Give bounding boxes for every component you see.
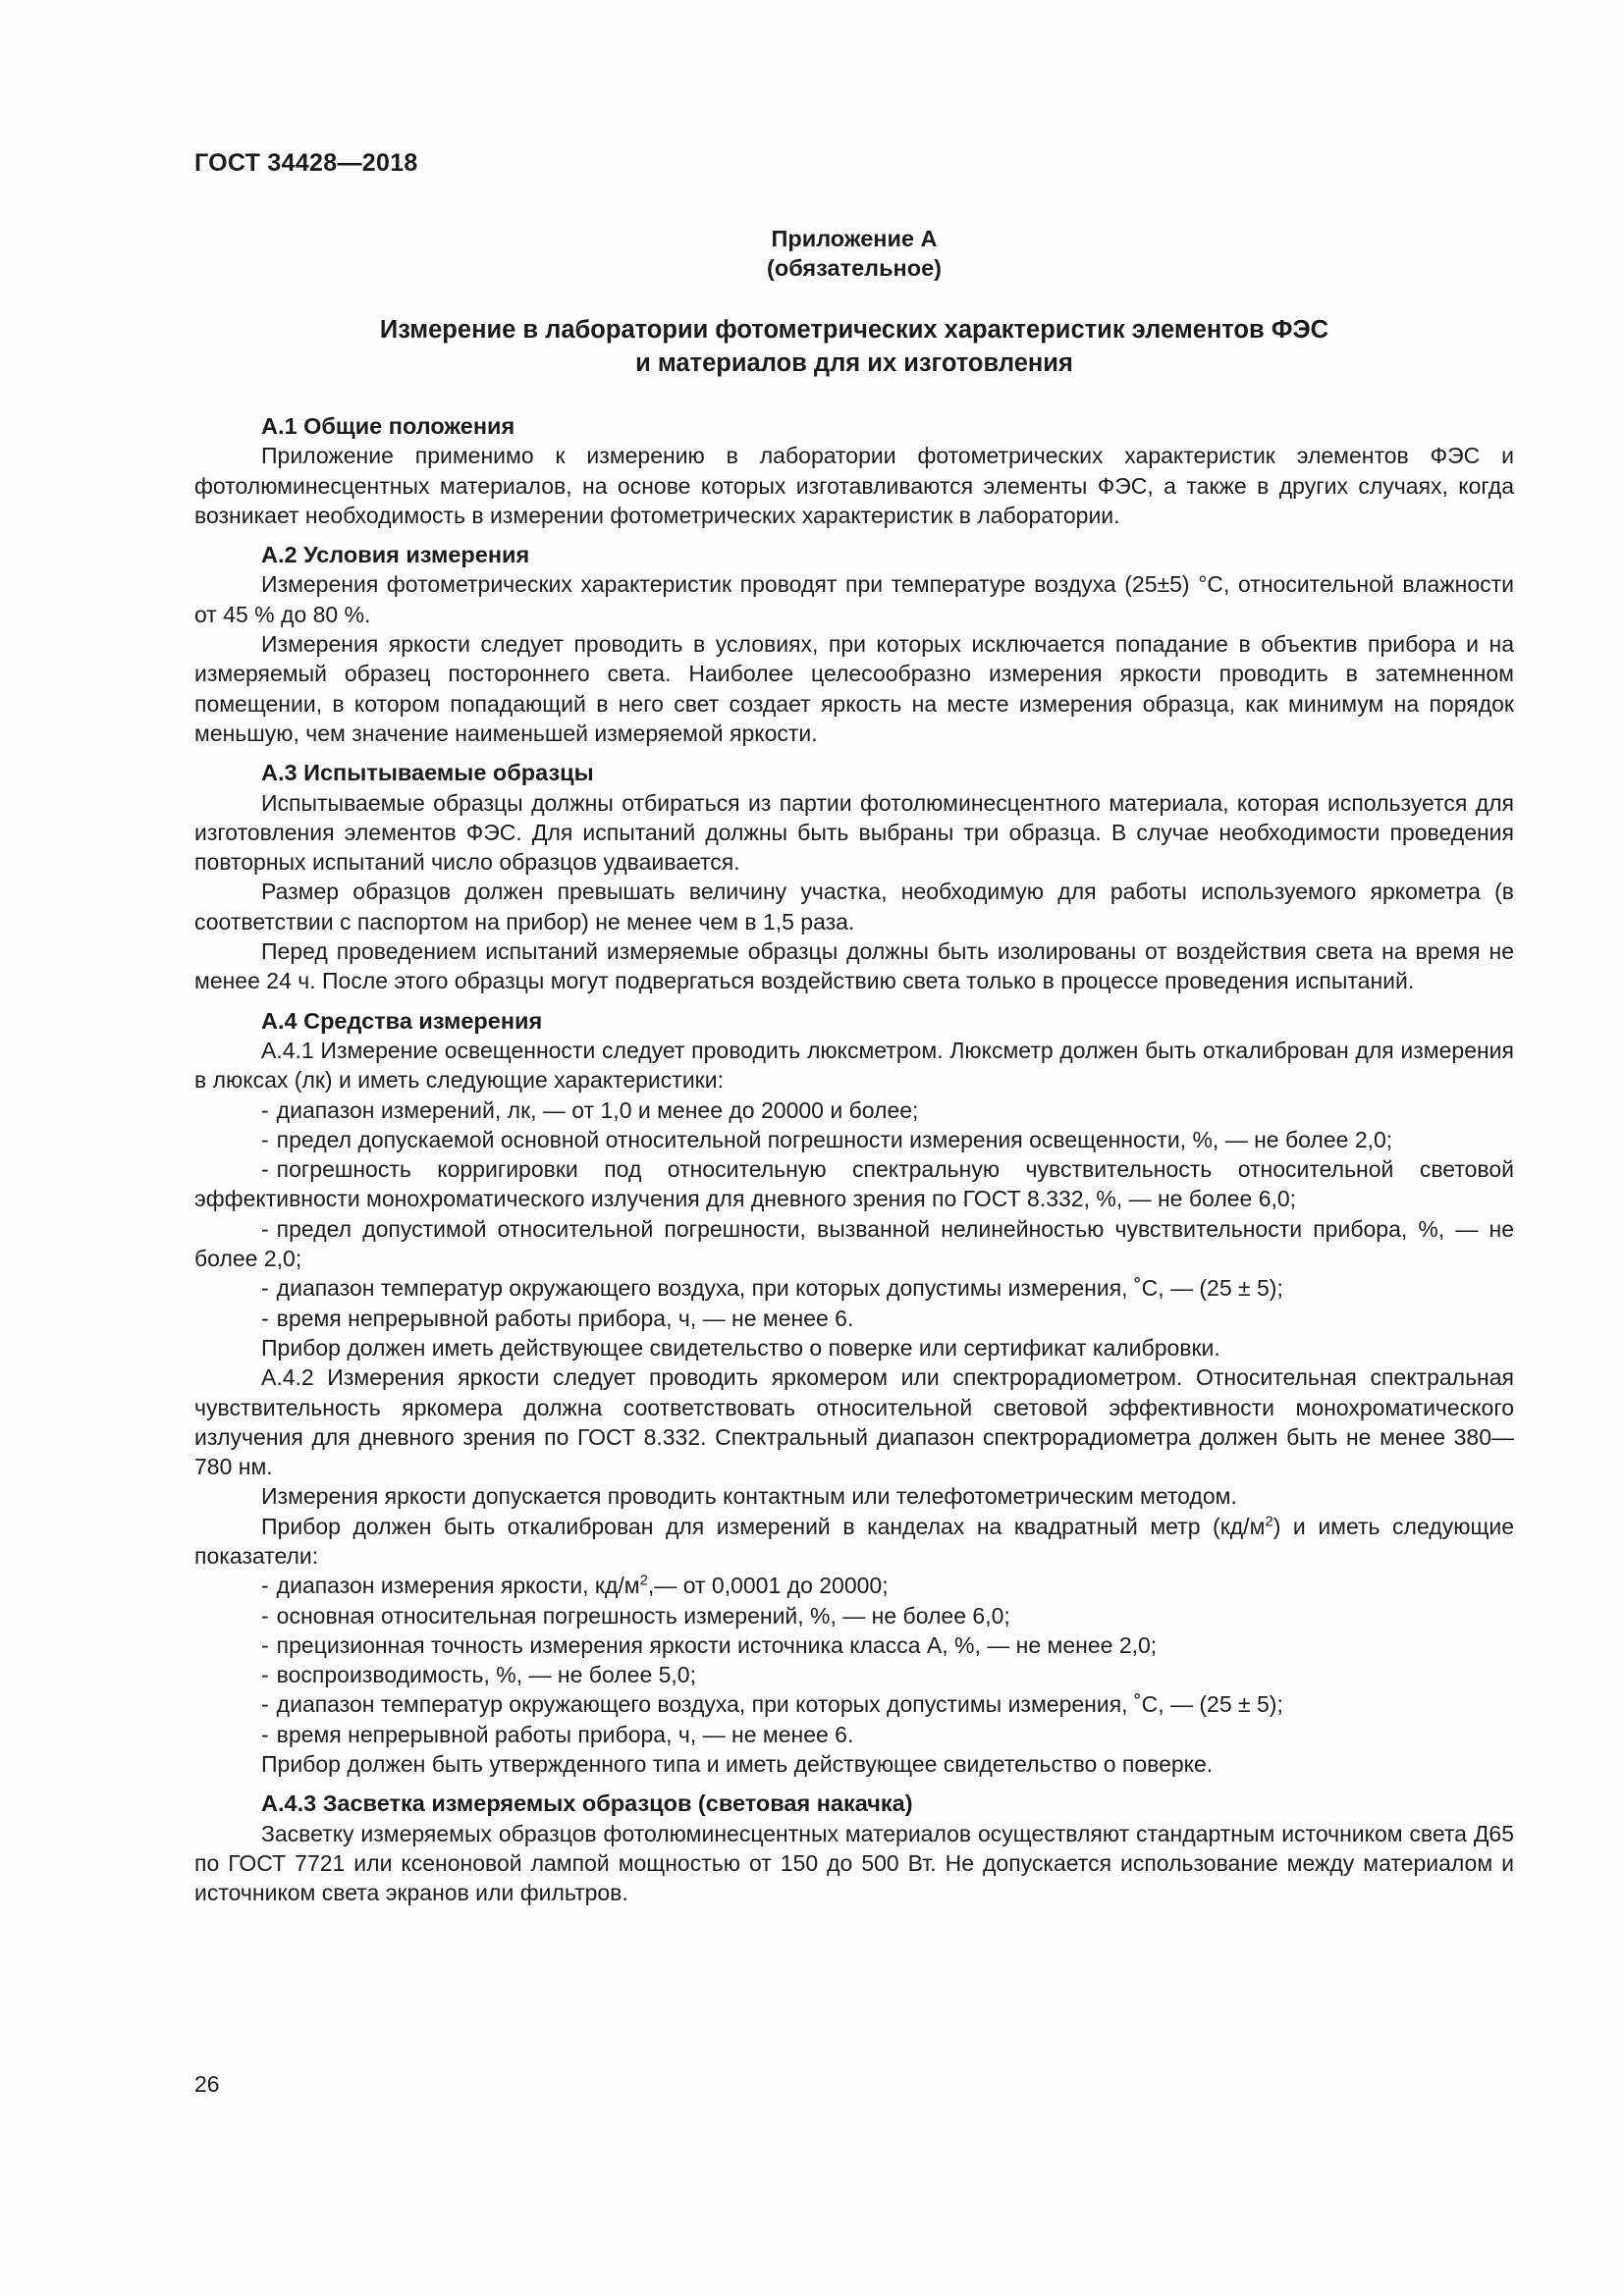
- section-a2-title: А.2 Условия измерения: [261, 542, 530, 568]
- annex-title-line-2: и материалов для их изготовления: [635, 349, 1073, 377]
- annex-heading: [194, 224, 1514, 380]
- list-item: - диапазон измерения яркости, $кд/м^2,—$ от 0,0001 до 20000;: [261, 1572, 889, 1599]
- list-item: - диапазон температур окружающего воздуха, при которых допустимы измерения, ˚С, — (25 ± 5);: [261, 1691, 1283, 1718]
- section-a2: [194, 540, 1514, 748]
- list-item: - предел допустимой относительной погрешности, вызванной нелинейностью чувствительности прибора, %, — не более 2,0;: [194, 1215, 1514, 1272]
- annex-label-block: [194, 224, 1514, 283]
- list-item: - основная относительная погрешность измерений, %, — не более 6,0;: [261, 1602, 1010, 1629]
- annex-title-line-1: Измерение в лаборатории фотометрических характеристик элементов ФЭС: [379, 316, 1329, 344]
- list-item: - время непрерывной работы прибора, ч, — не менее 6.: [261, 1305, 854, 1331]
- section-a4: [194, 1006, 1514, 1908]
- section-a42-list: [194, 1571, 1514, 1749]
- section-a3-paragraph-3: Перед проведением испытаний измеряемые образцы должны быть изолированы от воздействия света на время не менее 24 ч. После этого образцы могут подвергаться воздействию света только в процессе проведения испытаний.: [194, 938, 1514, 994]
- section-a41-outro: Прибор должен иметь действующее свидетельство о поверке или сертификат калибровки.: [261, 1334, 1220, 1361]
- page-number: 26: [194, 2071, 220, 2097]
- section-a1-title: А.1 Общие положения: [261, 413, 515, 439]
- section-a3-paragraph-1: Испытываемые образцы должны отбираться из партии фотолюминесцентного материала, которая используется для изготовления элементов ФЭС. Для испытаний должны быть выбраны три образца. В случае необходимости проведения повторных испытаний число образцов удваивается.: [194, 789, 1514, 876]
- section-a41-list: [194, 1095, 1514, 1333]
- list-item: - время непрерывной работы прибора, ч, — не менее 6.: [261, 1721, 854, 1747]
- section-a3-title: А.3 Испытываемые образцы: [261, 760, 594, 786]
- section-a1: [194, 411, 1514, 530]
- section-a43-title: А.4.3 Засветка измеряемых образцов (световая накачка): [261, 1790, 913, 1817]
- section-a3: [194, 758, 1514, 995]
- section-a2-paragraph-2: Измерения яркости следует проводить в условиях, при которых исключается попадание в объектив прибора и на измеряемый образец постороннего света. Наиболее целесообразно измерения яркости проводить в затемненном помещении, в котором попадающий в него свет создает яркость на месте измерения образца, как минимум на порядок меньшую, чем значение наименьшей измеряемой яркости.: [194, 631, 1514, 746]
- list-item: - воспроизводимость, %, — не более 5,0;: [261, 1662, 696, 1688]
- section-a43-paragraph-1: Засветку измеряемых образцов фотолюминесцентных материалов осуществляют стандартным источником света Д65 по ГОСТ 7721 или ксеноновой лампой мощностью от 150 до 500 Вт. Не допускается использование между материалом и источником света экранов или фильтров.: [194, 1820, 1514, 1906]
- annex-status: (обязательное): [767, 255, 942, 281]
- section-a42-paragraph-3: Прибор должен быть откалиброван для измерений в канделах на квадратный метр $(кд/м^2)$ и иметь следующие показатели:: [194, 1513, 1515, 1569]
- list-item: - прецизионная точность измерения яркости источника класса А, %, — не менее 2,0;: [261, 1631, 1158, 1658]
- list-item: - диапазон измерений, лк, — от 1,0 и менее до 20000 и более;: [261, 1096, 919, 1123]
- section-a42-paragraph-1: А.4.2 Измерения яркости следует проводить яркомером или спектрорадиометром. Относительная спектральная чувствительность яркомера должна соответствовать относительной световой эффективности монохроматического излучения для дневного зрения по ГОСТ 8.332. Спектральный диапазон спектрорадиометра должен быть не менее 380—780 нм.: [194, 1364, 1514, 1480]
- annex-label: Приложение А: [771, 226, 938, 251]
- annex-title: [194, 313, 1514, 380]
- list-item: - диапазон температур окружающего воздуха, при которых допустимы измерения, ˚С, — (25 ± 5);: [261, 1275, 1283, 1302]
- section-a42-outro: Прибор должен быть утвержденного типа и иметь действующее свидетельство о поверке.: [261, 1751, 1214, 1778]
- list-item: - погрешность корригировки под относительную спектральную чувствительность относительной световой эффективности монохроматического излучения для дневного зрения по ГОСТ 8.332, %, — не более 6,0;: [194, 1156, 1514, 1212]
- document-code: ГОСТ 34428—2018: [194, 149, 418, 177]
- section-a4-title: А.4 Средства измерения: [261, 1007, 543, 1034]
- section-a41-intro: А.4.1 Измерение освещенности следует проводить люксметром. Люксметр должен быть откалиброван для измерения в люксах (лк) и иметь следующие характеристики:: [194, 1037, 1514, 1094]
- section-a1-paragraph-1: Приложение применимо к измерению в лаборатории фотометрических характеристик элементов ФЭС и фотолюминесцентных материалов, на основе которых изготавливаются элементы ФЭС, а также в других случаях, когда возникает необходимость в измерении фотометрических характеристик в лаборатории.: [194, 443, 1514, 528]
- section-a42-paragraph-2: Измерения яркости допускается проводить контактным или телефотометрическим методом.: [261, 1483, 1237, 1510]
- list-item: - предел допускаемой основной относительной погрешности измерения освещенности, %, — не более 2,0;: [261, 1126, 1393, 1152]
- section-a3-paragraph-2: Размер образцов должен превышать величину участка, необходимую для работы используемого яркометра (в соответствии с паспортом на прибор) не менее чем в 1,5 раза.: [194, 879, 1514, 934]
- document-body: [194, 224, 1514, 1908]
- section-a2-paragraph-1: Измерения фотометрических характеристик проводят при температуре воздуха (25±5) °С, относительной влажности от 45 % до 80 %.: [194, 571, 1514, 627]
